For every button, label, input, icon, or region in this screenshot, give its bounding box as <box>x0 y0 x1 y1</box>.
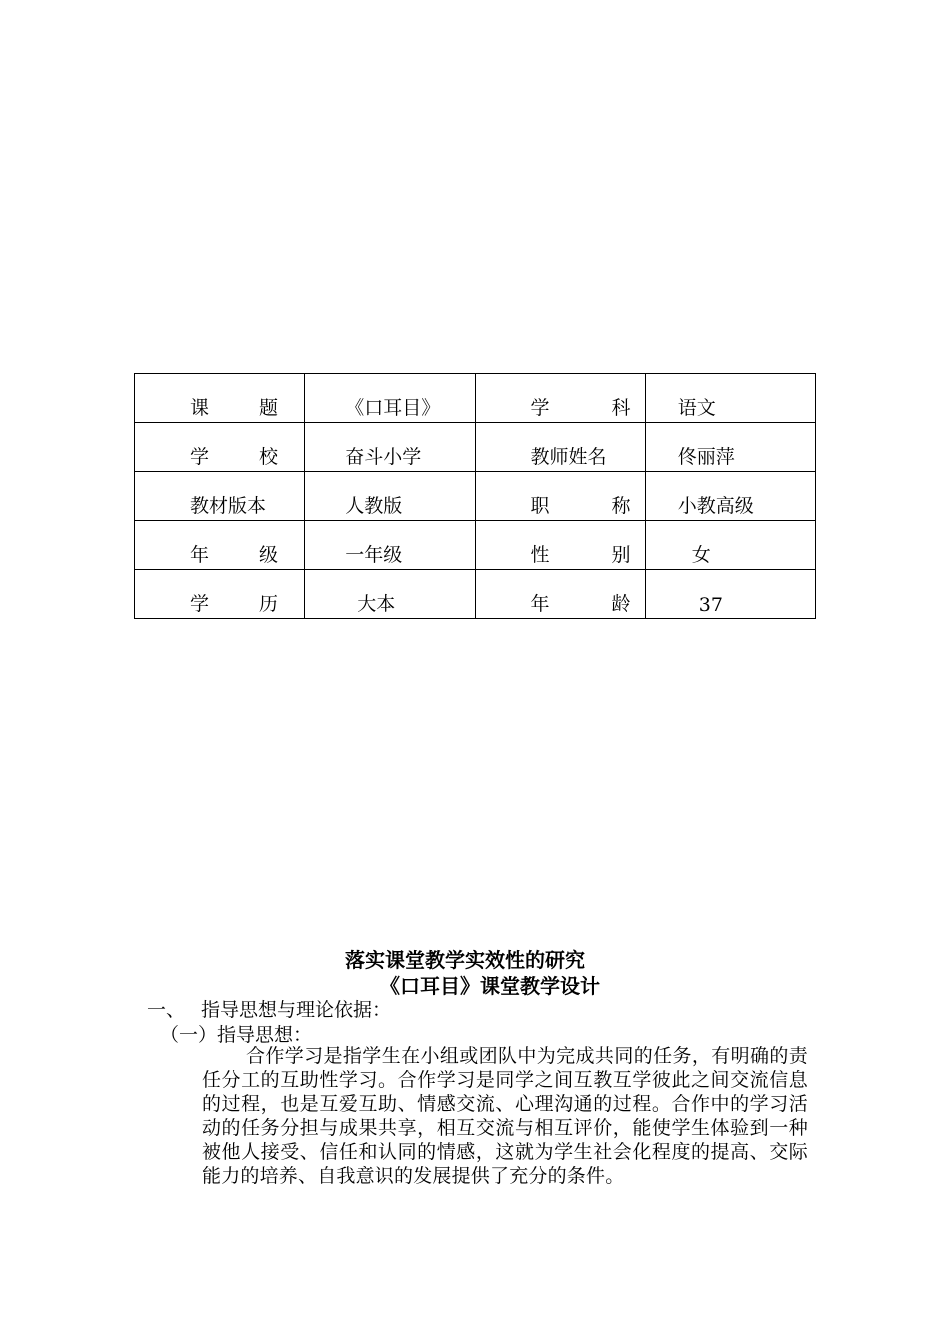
cell-value: 奋斗小学 <box>345 446 422 468</box>
label-char: 学 <box>190 446 210 468</box>
document-title: 落实课堂教学实效性的研究 <box>345 948 585 972</box>
cell-label <box>135 442 304 471</box>
label-char: 性 <box>530 544 550 566</box>
cell-label: 教材版本 <box>190 495 267 517</box>
label-char: 年 <box>530 593 550 615</box>
label-char: 题 <box>258 397 278 419</box>
section-title: 指导思想与理论依据： <box>201 999 392 1021</box>
cell-label: 教师姓名 <box>530 446 607 468</box>
label-char: 别 <box>611 544 631 566</box>
label-char: 称 <box>611 495 631 517</box>
cell-value: 人教版 <box>345 495 403 517</box>
cell-label <box>476 540 645 569</box>
value-cell <box>645 521 815 570</box>
label-cell <box>475 570 645 619</box>
info-table-body <box>135 374 816 619</box>
value-cell <box>645 570 815 619</box>
table-row <box>135 423 816 472</box>
label-cell <box>135 472 305 521</box>
table-row <box>135 374 816 423</box>
cell-label <box>135 540 304 569</box>
value-cell <box>305 374 475 423</box>
value-cell <box>305 521 475 570</box>
label-cell <box>475 472 645 521</box>
section-number: 一、 <box>147 999 186 1021</box>
cell-label <box>476 589 645 618</box>
cell-value: 37 <box>698 594 723 616</box>
label-cell <box>135 521 305 570</box>
value-cell <box>305 570 475 619</box>
value-cell <box>305 472 475 521</box>
label-char: 龄 <box>611 593 631 615</box>
value-cell <box>305 423 475 472</box>
document-subtitle: 《口耳目》课堂教学设计 <box>380 974 600 998</box>
cell-label <box>476 491 645 520</box>
subsection-heading: （一）指导思想： <box>160 1024 313 1046</box>
label-cell <box>475 521 645 570</box>
table-row <box>135 472 816 521</box>
cell-value: 小教高级 <box>677 495 754 517</box>
label-char: 学 <box>190 593 210 615</box>
cell-value: 大本 <box>357 593 396 615</box>
label-cell <box>135 570 305 619</box>
label-cell <box>475 374 645 423</box>
label-char: 课 <box>190 397 210 419</box>
label-char: 年 <box>190 544 210 566</box>
cell-value: 语文 <box>677 397 716 419</box>
teacher-info-table <box>134 373 816 619</box>
label-cell <box>135 374 305 423</box>
label-char: 历 <box>258 593 278 615</box>
label-char: 职 <box>530 495 550 517</box>
label-char: 级 <box>258 544 278 566</box>
label-cell <box>135 423 305 472</box>
cell-value: 一年级 <box>345 544 403 566</box>
label-char: 校 <box>258 446 278 468</box>
value-cell <box>645 472 815 521</box>
cell-value: 佟丽萍 <box>677 446 735 468</box>
table-row <box>135 570 816 619</box>
label-char: 学 <box>530 397 550 419</box>
cell-value: 女 <box>691 544 711 566</box>
value-cell <box>645 374 815 423</box>
body-paragraph: 合作学习是指学生在小组或团队中为完成共同的任务，有明确的责任分工的互助性学习。合作学习是同学之间互教互学彼此之间交流信息的过程，也是互爱互助、情感交流、心理沟通的过程。合作中的学习活动的任务分担与成果共享，相互交流与相互评价，能使学生体验到一种被他人接受、信任和认同的情感，这就为学生社会化程度的提高、交际能力的培养、自我意识的发展提供了充分的条件。 <box>202 1045 808 1187</box>
table-row <box>135 521 816 570</box>
value-cell <box>645 423 815 472</box>
cell-label <box>135 393 304 422</box>
cell-label <box>135 589 304 618</box>
section-heading <box>147 995 391 1022</box>
cell-label <box>476 393 645 422</box>
label-cell <box>475 423 645 472</box>
cell-value: 《口耳目》 <box>345 397 441 419</box>
label-char: 科 <box>611 397 631 419</box>
